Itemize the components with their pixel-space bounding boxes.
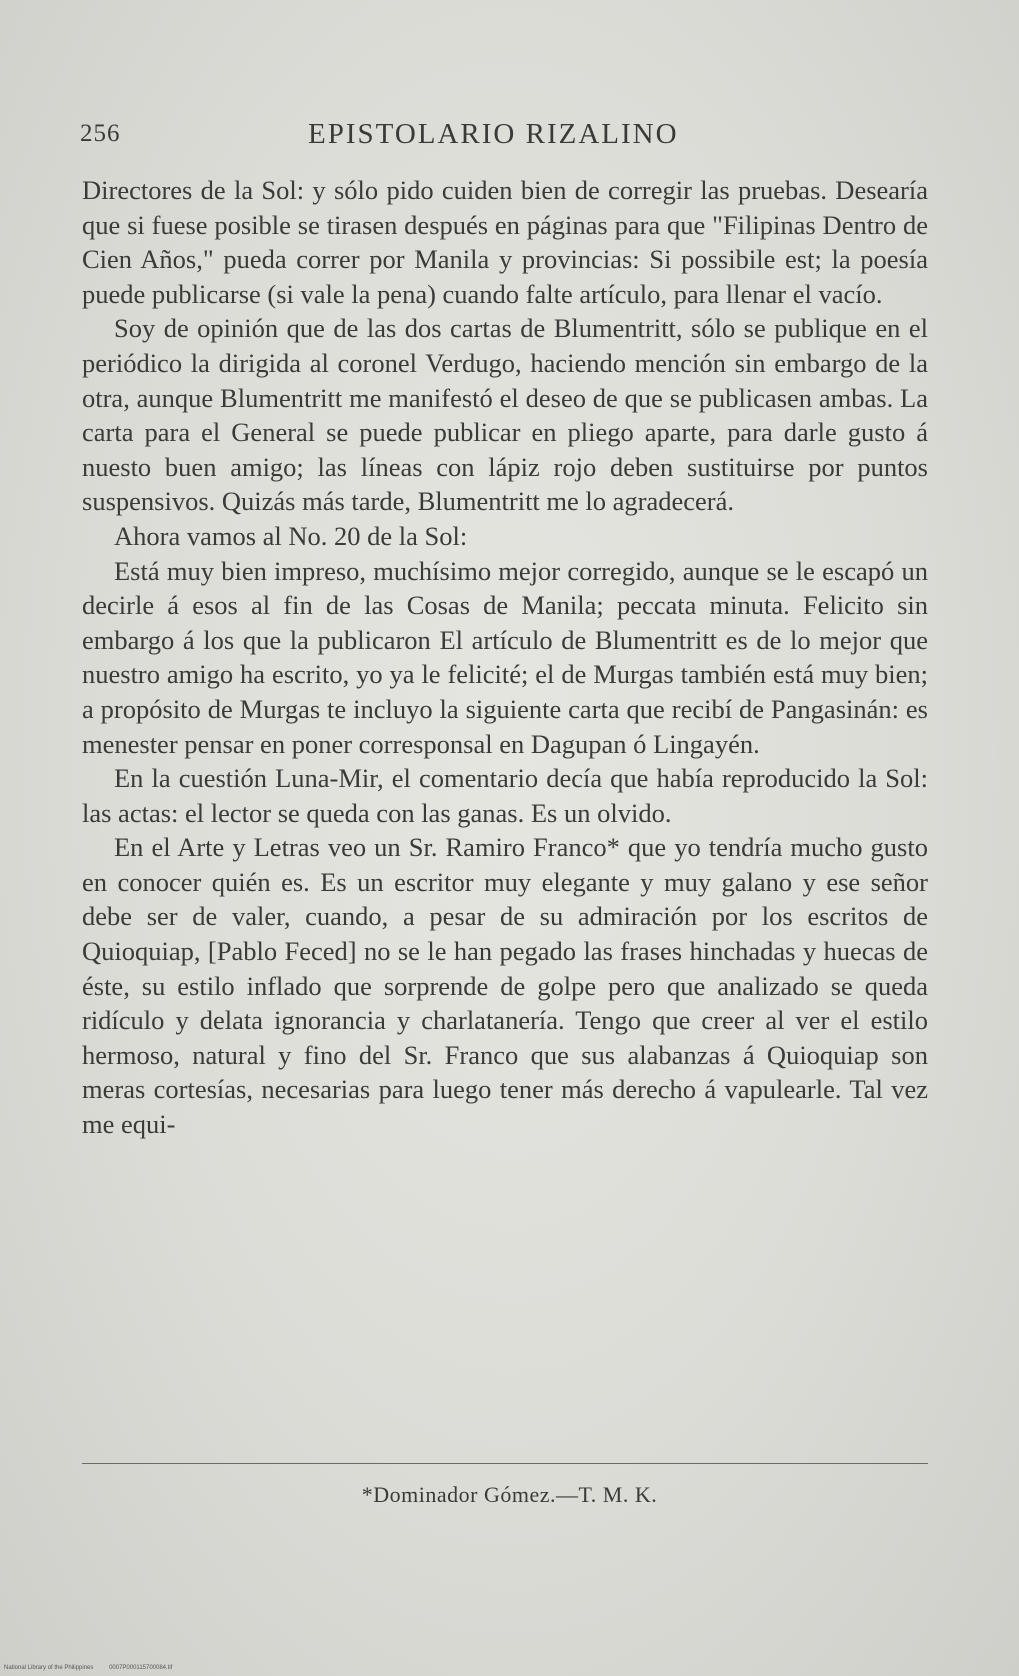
footnote-divider [82,1463,928,1464]
running-title: EPISTOLARIO RIZALINO [308,118,679,150]
paragraph-3: Ahora vamos al No. 20 de la Sol: [114,520,468,551]
archive-code: 0007P000115700084.tif [109,1665,173,1671]
letter-body [82,173,928,1142]
paragraph-4: Está muy bien impreso, muchísimo mejor corregido, aunque se le escapó un decirle á esos al fin de las Cosas de Manila; peccata minuta. Felicito sin embargo á los que la publicaron El artículo de Blumentritt es de lo mejor que nuestro amigo ha escrito, yo ya le felicité; el de Murgas también está muy bien; a propósito de Murgas te incluyo la siguiente carta que recibí de Pangasinán: es menester pensar en poner corresponsal en Dagupan ó Lingayén. [82,555,928,759]
paragraph-2: Soy de opinión que de las dos cartas de Blumentritt, sólo se publique en el periódico la dirigida al coronel Verdugo, haciendo mención sin embargo de la otra, aunque Blumentritt me manifestó el deseo de que se publicasen ambas. La carta para el General se puede publicar en pliego aparte, para darle gusto á nuesto buen amigo; las líneas con lápiz rojo deben sustituirse por puntos suspensivos. Quizás más tarde, Blumentritt me lo agradecerá. [82,313,928,517]
paragraph-5: En la cuestión Luna-Mir, el comentario decía que había reproducido la Sol: las actas: el lector se queda con las ganas. Es un olvido. [82,763,928,828]
paragraph-1: Directores de la Sol: y sólo pido cuiden bien de corregir las pruebas. Desearía que si fuese posible se tirasen después en páginas para que "Filipinas Dentro de Cien Años," pueda correr por Manila y provincias: Si possibile est; la poesía puede publicarse (si vale la pena) cuando falte artículo, para llenar el vacío. [82,175,928,309]
archive-stamp [4,1665,186,1671]
page-header [80,118,940,158]
page-number: 256 [80,120,121,147]
archive-institution: National Library of the Philippines [4,1665,94,1671]
paragraph-6: En el Arte y Letras veo un Sr. Ramiro Franco* que yo tendría mucho gusto en conocer quién es. Es un escritor muy elegante y muy galano y ese señor debe ser de valer, cuando, a pesar de su admiración por los escritos de Quioquiap, [Pablo Feced] no se le han pegado las frases hinchadas y huecas de éste, su estilo inflado que sorprende de golpe pero que analizado se queda ridículo y delata ignorancia y charlatanería. Tengo que creer al ver el estilo hermoso, natural y fino del Sr. Franco que sus alabanzas á Quioquiap son meras cortesías, necesarias para luego tener más derecho á vapulearle. Tal vez me equi- [82,832,928,1140]
footnote: *Dominador Gómez.—T. M. K. [361,1482,658,1507]
